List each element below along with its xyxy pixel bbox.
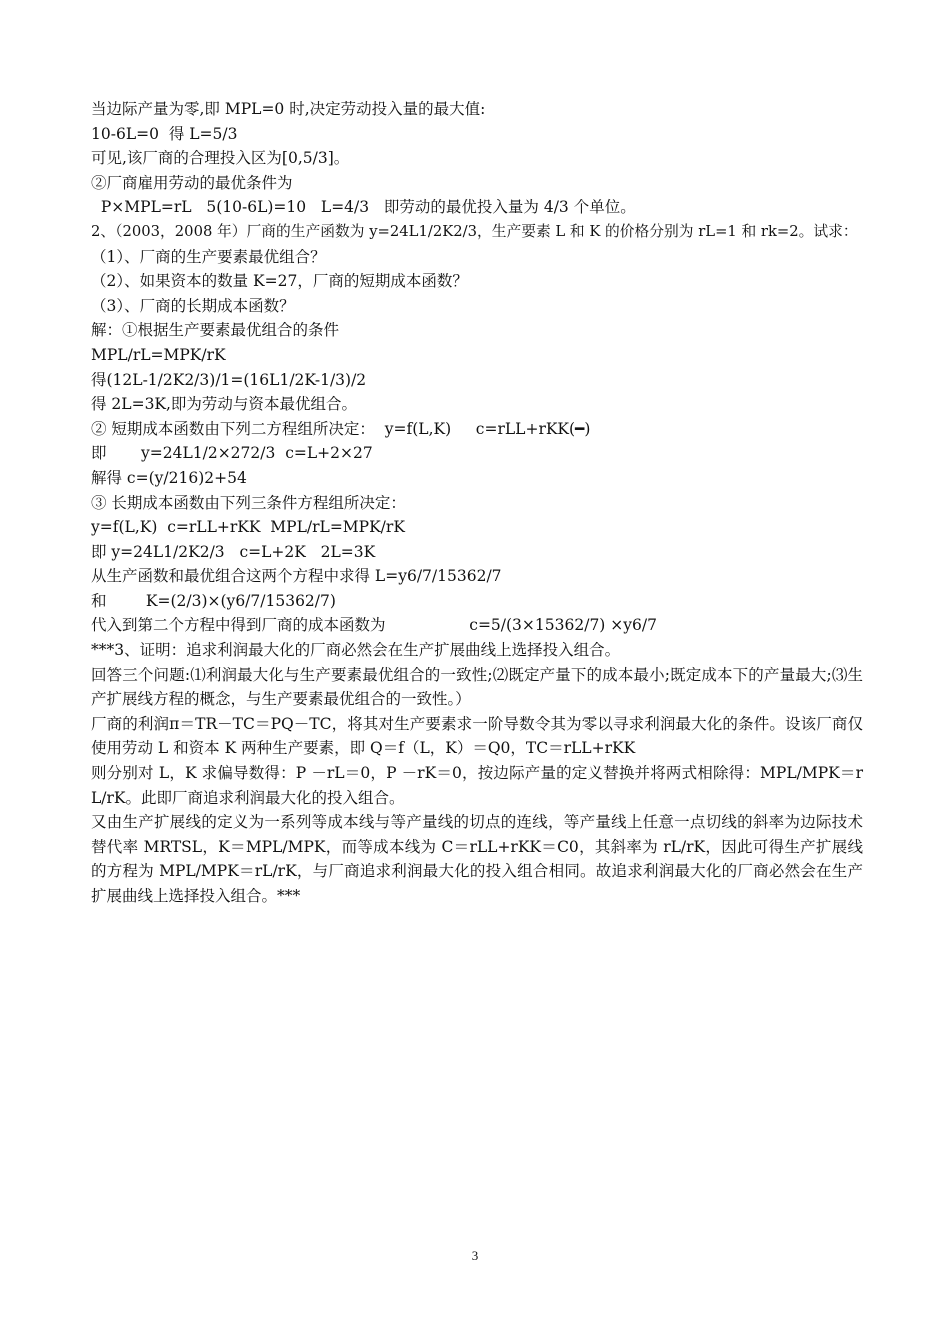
- page-content: [91, 97, 863, 909]
- text-line: 解：①根据生产要素最优组合的条件: [91, 321, 340, 340]
- text-line: 解得 c=(y/216)2+54: [91, 468, 247, 487]
- text-line: ②厂商雇用劳动的最优条件为: [91, 173, 293, 192]
- text-line: ② 短期成本函数由下列二方程组所决定： y=f(L,K) c=rLL+rKK(━): [91, 419, 591, 438]
- text-line: 10-6L=0 得 L=5/3: [91, 124, 238, 143]
- text-line: 即 y=24L1/2×272/3 c=L+2×27: [91, 444, 373, 463]
- text-line: 可见,该厂商的合理投入区为[0,5/3]。: [91, 149, 350, 168]
- text-line: （3）、厂商的长期成本函数？: [91, 296, 295, 315]
- text-line: y=f(L,K) c=rLL+rKK MPL/rL=MPK/rK: [91, 518, 405, 537]
- paragraph: 厂商的利润π＝TR－TC＝PQ－TC，将其对生产要素求一阶导数令其为零以寻求利润最大化的条件。设该厂商仅使用劳动 L 和资本 K 两种生产要素，即 Q＝f（L，K）＝Q0，TC＝rLL+rKK: [91, 714, 863, 758]
- text-line: 得 2L=3K,即为劳动与资本最优组合。: [91, 395, 357, 414]
- paragraph: 又由生产扩展线的定义为一系列等成本线与等产量线的切点的连线，等产量线上任意一点切线的斜率为边际技术替代率 MRTSL，K＝MPL/MPK，而等成本线为 C＝rLL+rKK＝C0，其斜率为 rL/rK，因此可得生产扩展线的方程为 MPL/MPK＝rL/rK，与厂商追求利润最大化的投入组合相同。故追求利润最大化的厂商必然会在生产扩展曲线上选择投入组合。***: [91, 813, 863, 905]
- text-line: 得(12L-1/2K2/3)/1=(16L1/2K-1/3)/2: [91, 370, 367, 389]
- paragraph: 则分别对 L，K 求偏导数得：P －rL＝0，P －rK＝0，按边际产量的定义替换并将两式相除得：MPL/MPK＝rL/rK。此即厂商追求利润最大化的投入组合。: [91, 764, 863, 807]
- text-line: 当边际产量为零,即 MPL=0 时,决定劳动投入量的最大值:: [91, 100, 486, 118]
- text-line: 即 y=24L1/2K2/3 c=L+2K 2L=3K: [91, 542, 376, 561]
- page-number: 3: [471, 1248, 479, 1263]
- text-line: P×MPL=rL 5(10-6L)=10 L=4/3 即劳动的最优投入量为 4/3 个单位。: [91, 198, 636, 217]
- text-line: ③ 长期成本函数由下列三条件方程组所决定：: [91, 493, 406, 512]
- text-line: （1）、厂商的生产要素最优组合？: [91, 247, 326, 266]
- text-line: MPL/rL=MPK/rK: [91, 345, 226, 364]
- text-line: 和 K=(2/3)×(y6/7/15362/7): [91, 591, 336, 610]
- text-line: 从生产函数和最优组合这两个方程中求得 L=y6/7/15362/7: [91, 567, 502, 586]
- text-line: 代入到第二个方程中得到厂商的成本函数为 c=5/(3×15362/7) ×y6/7: [91, 616, 657, 635]
- paragraph: 回答三个问题:⑴利润最大化与生产要素最优组合的一致性;⑵既定产量下的成本最小;既定成本下的产量最大;⑶生产扩展线方程的概念，与生产要素最优组合的一致性。）: [91, 665, 863, 709]
- question-2-heading: 2、（2003，2008 年）厂商的生产函数为 y=24L1/2K2/3，生产要素 L 和 K 的价格分别为 rL=1 和 rk=2。试求：: [91, 222, 858, 240]
- text-line: （2）、如果资本的数量 K=27，厂商的短期成本函数？: [91, 272, 468, 291]
- question-3-heading: ***3、证明：追求利润最大化的厂商必然会在生产扩展曲线上选择投入组合。: [91, 641, 621, 660]
